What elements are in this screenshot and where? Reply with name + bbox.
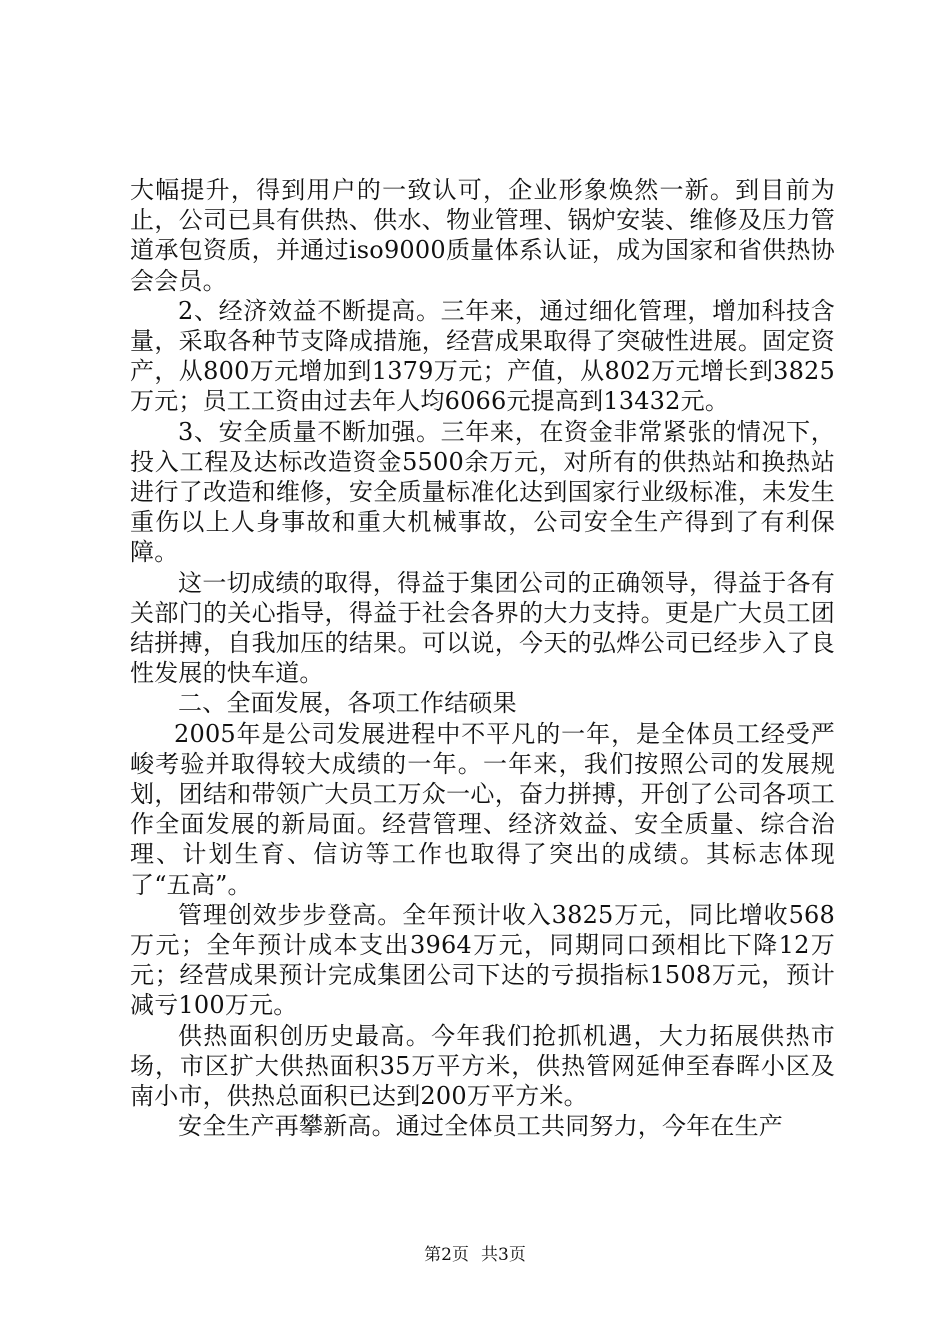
paragraph: 2、经济效益不断提高。三年来，通过细化管理，增加科技含量，采取各种节支降成措施，经营成果取得了突破性进展。固定资产，从800万元增加到1379万元；产值，从802万元增长到3825万元；员工工资由过去年人均6066元提高到13432元。	[130, 296, 835, 416]
paragraph: 大幅提升，得到用户的一致认可，企业形象焕然一新。到目前为止，公司已具有供热、供水、物业管理、锅炉安装、维修及压力管道承包资质，并通过iso9000质量体系认证，成为国家和省供热协会会员。	[130, 176, 835, 295]
page-number-total: 共3页	[481, 1245, 526, 1265]
section-heading: 二、全面发展，各项工作结硕果	[178, 689, 517, 718]
paragraph: 这一切成绩的取得，得益于集团公司的正确领导，得益于各有关部门的关心指导，得益于社会各界的大力支持。更是广大员工团结拼搏，自我加压的结果。可以说，今天的弘烨公司已经步入了良性发展的快车道。	[130, 568, 835, 688]
paragraph: 安全生产再攀新高。通过全体员工共同努力，今年在生产	[178, 1112, 783, 1141]
document-body	[130, 175, 835, 1142]
page-footer	[0, 1244, 950, 1266]
page-number-current: 第2页	[424, 1245, 469, 1265]
paragraph: 2005年是公司发展进程中不平凡的一年，是全体员工经受严峻考验并取得较大成绩的一年。一年来，我们按照公司的发展规划，团结和带领广大员工万众一心，奋力拼搏，开创了公司各项工作全面发展的新局面。经营管理、经济效益、安全质量、综合治理、计划生育、信访等工作也取得了突出的成绩。其标志体现了“五高”。	[130, 719, 835, 899]
paragraph: 3、安全质量不断加强。三年来，在资金非常紧张的情况下，投入工程及达标改造资金5500余万元，对所有的供热站和换热站进行了改造和维修，安全质量标准化达到国家行业级标准，未发生重伤以上人身事故和重大机械事故，公司安全生产得到了有利保障。	[130, 417, 835, 567]
paragraph: 管理创效步步登高。全年预计收入3825万元，同比增收568万元；全年预计成本支出3964万元，同期同口颈相比下降12万元；经营成果预计完成集团公司下达的亏损指标1508万元，预计减亏100万元。	[130, 900, 835, 1020]
paragraph: 供热面积创历史最高。今年我们抢抓机遇，大力拓展供热市场，市区扩大供热面积35万平方米，供热管网延伸至春晖小区及南小市，供热总面积已达到200万平方米。	[130, 1021, 835, 1111]
